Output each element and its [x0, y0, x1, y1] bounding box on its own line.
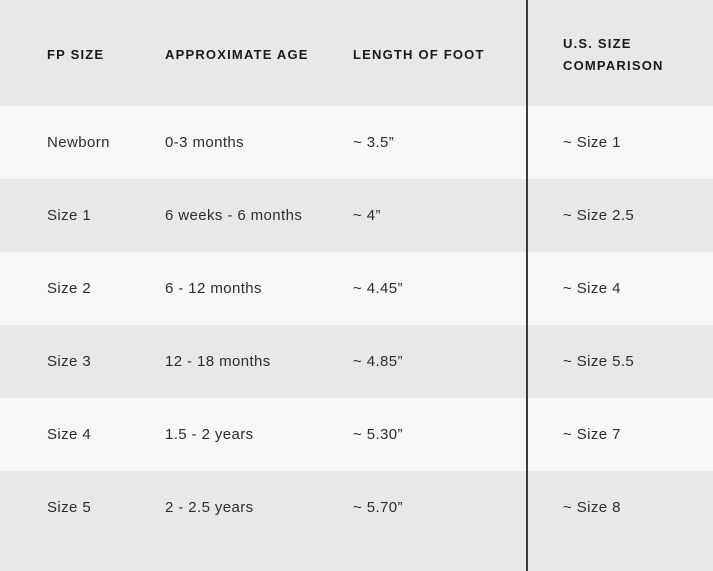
- foot-length-cell: ~ 3.5”: [353, 133, 395, 151]
- table-row: [0, 398, 713, 471]
- age-cell: 1.5 - 2 years: [165, 425, 254, 443]
- us-size-cell: ~ Size 8: [563, 499, 621, 516]
- us-size-cell: ~ Size 7: [563, 425, 621, 443]
- table-row: [0, 179, 713, 252]
- us-size-cell: ~ Size 2.5: [563, 206, 635, 224]
- foot-length-cell: ~ 5.30”: [353, 425, 403, 443]
- age-cell: 6 - 12 months: [165, 279, 262, 297]
- fp-size-cell: Size 3: [47, 352, 92, 370]
- fp-size-cell: Size 1: [47, 206, 92, 224]
- table-row: [0, 252, 713, 325]
- age-cell: 12 - 18 months: [165, 352, 271, 370]
- fp-size-cell: Size 4: [47, 425, 92, 443]
- us-size-cell: ~ Size 1: [563, 133, 621, 151]
- foot-length-cell: ~ 4”: [353, 206, 381, 224]
- column-header-approximate-age: APPROXIMATE AGE: [165, 47, 309, 62]
- foot-length-cell: ~ 4.45”: [353, 279, 403, 297]
- column-divider-line: [526, 0, 528, 571]
- column-header-us-size-comparison: U.S. SIZE COMPARISON: [563, 36, 664, 73]
- age-cell: 0-3 months: [165, 133, 245, 151]
- table-row: [0, 471, 713, 571]
- age-cell: 6 weeks - 6 months: [165, 206, 303, 224]
- table-row: [0, 106, 713, 179]
- foot-length-cell: ~ 4.85”: [353, 352, 403, 370]
- fp-size-cell: Newborn: [47, 133, 110, 151]
- us-size-cell: ~ Size 4: [563, 279, 621, 297]
- table-row: [0, 325, 713, 398]
- fp-size-cell: Size 5: [47, 499, 92, 516]
- fp-size-cell: Size 2: [47, 279, 92, 297]
- foot-length-cell: ~ 5.70”: [353, 499, 403, 516]
- column-header-length-of-foot: LENGTH OF FOOT: [353, 47, 485, 62]
- us-size-cell: ~ Size 5.5: [563, 352, 635, 370]
- table-header-row: [0, 0, 713, 106]
- age-cell: 2 - 2.5 years: [165, 499, 254, 516]
- column-header-fp-size: FP SIZE: [47, 47, 105, 62]
